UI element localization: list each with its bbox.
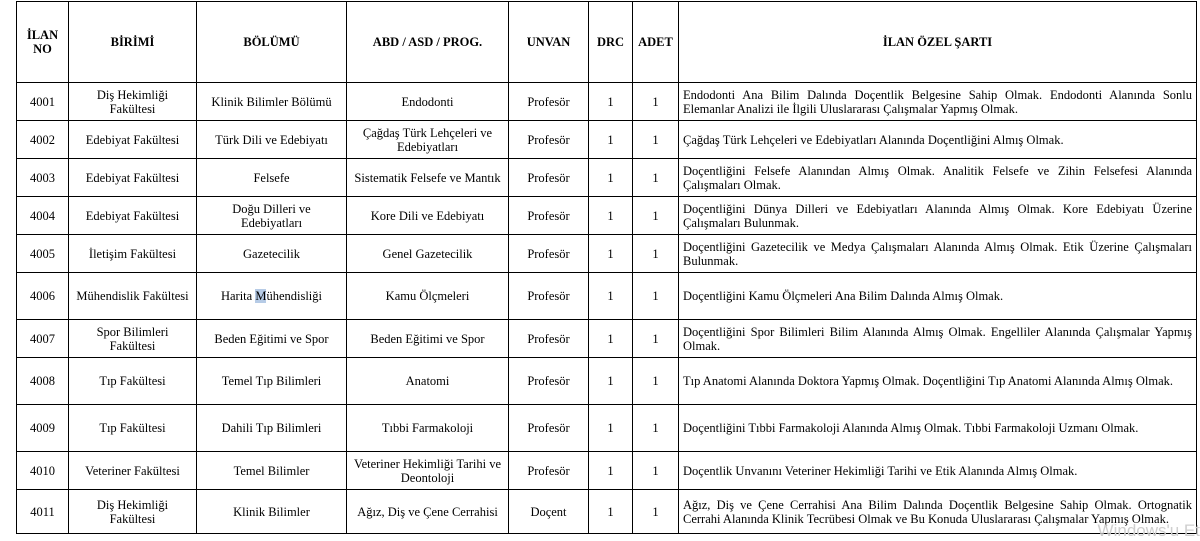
header-row [17, 2, 1197, 83]
cell-no: 4006 [17, 273, 69, 320]
table-row [17, 320, 1197, 358]
cell-abd: Endodonti [347, 83, 509, 121]
cell-abd: Ağız, Diş ve Çene Cerrahisi [347, 490, 509, 534]
cell-bolumu: Gazetecilik [197, 235, 347, 273]
cell-drc: 1 [589, 452, 633, 490]
cell-sart: Doçentliğini Dünya Dilleri ve Edebiyatları Alanında Almış Olmak. Kore Edebiyatı Üzerine Çalışmaları Bulunmak. [679, 197, 1197, 235]
cell-unvan: Profesör [509, 273, 589, 320]
cell-bolumu: Beden Eğitimi ve Spor [197, 320, 347, 358]
cell-birimi: Spor Bilimleri Fakültesi [69, 320, 197, 358]
cell-unvan: Profesör [509, 452, 589, 490]
cell-sart: Doçentliğini Kamu Ölçmeleri Ana Bilim Dalında Almış Olmak. [679, 273, 1197, 320]
cell-abd: Sistematik Felsefe ve Mantık [347, 159, 509, 197]
table-row [17, 490, 1197, 534]
header-ilan-no: İLAN NO [17, 2, 69, 83]
cell-unvan: Profesör [509, 405, 589, 452]
table-row [17, 121, 1197, 159]
cell-adet: 1 [633, 159, 679, 197]
cell-drc: 1 [589, 121, 633, 159]
cell-adet: 1 [633, 83, 679, 121]
cell-birimi: Mühendislik Fakültesi [69, 273, 197, 320]
cell-birimi: Edebiyat Fakültesi [69, 121, 197, 159]
table-row [17, 235, 1197, 273]
header-bolumu: BÖLÜMÜ [197, 2, 347, 83]
cell-adet: 1 [633, 490, 679, 534]
cell-abd: Çağdaş Türk Lehçeleri ve Edebiyatları [347, 121, 509, 159]
cell-bolumu: Doğu Dilleri ve Edebiyatları [197, 197, 347, 235]
cell-sart: Doçentliğini Spor Bilimleri Bilim Alanında Almış Olmak. Engelliler Alanında Çalışmalar Yapmış Olmak. [679, 320, 1197, 358]
header-sart: İLAN ÖZEL ŞARTI [679, 2, 1197, 83]
cell-no: 4009 [17, 405, 69, 452]
cell-bolumu-pre: Harita [220, 289, 256, 303]
cell-adet: 1 [633, 405, 679, 452]
cell-bolumu: Temel Bilimler [197, 452, 347, 490]
cell-no: 4008 [17, 358, 69, 405]
text-selection-highlight: M [255, 289, 267, 303]
cell-birimi: Tıp Fakültesi [69, 405, 197, 452]
cell-sart: Çağdaş Türk Lehçeleri ve Edebiyatları Alanında Doçentliğini Almış Olmak. [679, 121, 1197, 159]
cell-unvan: Profesör [509, 358, 589, 405]
cell-bolumu: Klinik Bilimler [197, 490, 347, 534]
cell-bolumu: Klinik Bilimler Bölümü [197, 83, 347, 121]
cell-drc: 1 [589, 159, 633, 197]
cell-sart: Doçentliğini Felsefe Alanından Almış Olmak. Analitik Felsefe ve Zihin Felsefesi Alanında Çalışmaları Olmak. [679, 159, 1197, 197]
cell-bolumu: Türk Dili ve Edebiyatı [197, 121, 347, 159]
cell-no: 4001 [17, 83, 69, 121]
cell-abd: Tıbbi Farmakoloji [347, 405, 509, 452]
cell-unvan: Profesör [509, 83, 589, 121]
cell-drc: 1 [589, 405, 633, 452]
cell-no: 4010 [17, 452, 69, 490]
table-row [17, 358, 1197, 405]
cell-sart: Doçentliğini Tıbbi Farmakoloji Alanında Almış Olmak. Tıbbi Farmakoloji Uzmanı Olmak. [679, 405, 1197, 452]
cell-drc: 1 [589, 235, 633, 273]
cell-unvan: Profesör [509, 159, 589, 197]
cell-abd: Genel Gazetecilik [347, 235, 509, 273]
cell-no: 4005 [17, 235, 69, 273]
table-row [17, 405, 1197, 452]
table-row [17, 197, 1197, 235]
cell-adet: 1 [633, 235, 679, 273]
cell-no: 4003 [17, 159, 69, 197]
cell-bolumu [197, 273, 347, 320]
cell-no: 4004 [17, 197, 69, 235]
cell-birimi: Diş Hekimliği Fakültesi [69, 490, 197, 534]
header-abd: ABD / ASD / PROG. [347, 2, 509, 83]
cell-sart: Ağız, Diş ve Çene Cerrahisi Ana Bilim Dalında Doçentlik Belgesine Sahip Olmak. Ortognatik Cerrahi Alanında Klinik Tecrübesi Olmak ve Bu Konuda Uluslararası Çalışmalar Yapmış Olmak. [679, 490, 1197, 534]
cell-unvan: Profesör [509, 320, 589, 358]
header-drc: DRC [589, 2, 633, 83]
cell-drc: 1 [589, 320, 633, 358]
cell-abd: Anatomi [347, 358, 509, 405]
cell-birimi: Tıp Fakültesi [69, 358, 197, 405]
windows-activation-watermark: Windows'u Et [1097, 521, 1200, 540]
cell-adet: 1 [633, 121, 679, 159]
cell-adet: 1 [633, 273, 679, 320]
cell-adet: 1 [633, 320, 679, 358]
cell-abd: Beden Eğitimi ve Spor [347, 320, 509, 358]
cell-bolumu: Felsefe [197, 159, 347, 197]
cell-birimi: Edebiyat Fakültesi [69, 197, 197, 235]
cell-birimi: Edebiyat Fakültesi [69, 159, 197, 197]
header-adet: ADET [633, 2, 679, 83]
cell-unvan: Profesör [509, 197, 589, 235]
cell-birimi: Diş Hekimliği Fakültesi [69, 83, 197, 121]
cell-drc: 1 [589, 490, 633, 534]
cell-adet: 1 [633, 197, 679, 235]
cell-no: 4007 [17, 320, 69, 358]
ilan-table [16, 1, 1197, 534]
table-row [17, 452, 1197, 490]
cell-unvan: Doçent [509, 490, 589, 534]
header-unvan: UNVAN [509, 2, 589, 83]
cell-bolumu: Temel Tıp Bilimleri [197, 358, 347, 405]
cell-drc: 1 [589, 83, 633, 121]
cell-bolumu-post: ühendisliği [266, 289, 323, 303]
cell-no: 4011 [17, 490, 69, 534]
cell-unvan: Profesör [509, 121, 589, 159]
cell-abd: Veteriner Hekimliği Tarihi ve Deontoloji [347, 452, 509, 490]
cell-adet: 1 [633, 358, 679, 405]
cell-sart: Endodonti Ana Bilim Dalında Doçentlik Belgesine Sahip Olmak. Endodonti Alanında Sonlu Elemanlar Analizi ile İlgili Uluslararası Çalışmalar Yapmış Olmak. [679, 83, 1197, 121]
cell-birimi: İletişim Fakültesi [69, 235, 197, 273]
cell-bolumu: Dahili Tıp Bilimleri [197, 405, 347, 452]
cell-drc: 1 [589, 197, 633, 235]
cell-sart: Doçentlik Unvanını Veteriner Hekimliği Tarihi ve Etik Alanında Almış Olmak. [679, 452, 1197, 490]
cell-abd: Kore Dili ve Edebiyatı [347, 197, 509, 235]
cell-drc: 1 [589, 358, 633, 405]
cell-no: 4002 [17, 121, 69, 159]
cell-drc: 1 [589, 273, 633, 320]
cell-adet: 1 [633, 452, 679, 490]
cell-sart: Doçentliğini Gazetecilik ve Medya Çalışmaları Alanında Almış Olmak. Etik Üzerine Çalışmaları Bulunmak. [679, 235, 1197, 273]
table-row [17, 159, 1197, 197]
header-birimi: BİRİMİ [69, 2, 197, 83]
cell-unvan: Profesör [509, 235, 589, 273]
table-row [17, 83, 1197, 121]
cell-abd: Kamu Ölçmeleri [347, 273, 509, 320]
table-row [17, 273, 1197, 320]
cell-birimi: Veteriner Fakültesi [69, 452, 197, 490]
cell-sart: Tıp Anatomi Alanında Doktora Yapmış Olmak. Doçentliğini Tıp Anatomi Alanında Almış Olmak. [679, 358, 1197, 405]
